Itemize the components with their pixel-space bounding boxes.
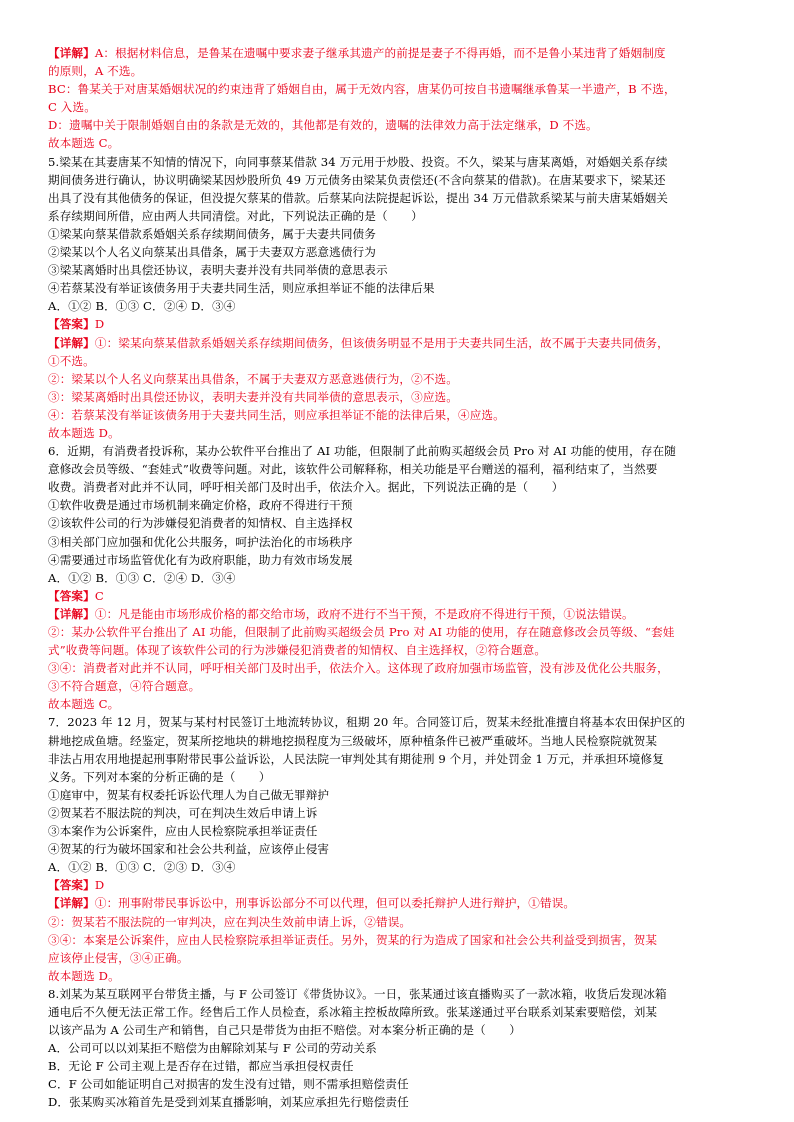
line-text: 的原则，A 不选。 xyxy=(48,64,143,79)
text-line xyxy=(48,931,748,949)
text-line xyxy=(48,605,748,623)
line-text: 式”收费等问题。体现了该软件公司的行为涉嫌侵犯消费者的知情权、自主选择权，②符合题意。 xyxy=(48,643,547,658)
text-line xyxy=(48,370,748,388)
text-line xyxy=(48,406,748,424)
text-line xyxy=(48,949,748,967)
document-page xyxy=(48,44,748,1112)
text-line xyxy=(48,207,748,225)
line-text: D xyxy=(94,878,105,893)
text-line xyxy=(48,587,748,605)
text-line xyxy=(48,388,748,406)
line-text: C．F 公司如能证明自己对损害的发生没有过错，则不需承担赔偿责任 xyxy=(48,1077,409,1092)
line-text: 出具了没有其他债务的保证，但没提欠蔡某的借款。后蔡某向法院提起诉讼，提出 34 万元借款系梁某与前夫唐某婚姻关 xyxy=(48,190,669,205)
line-text: C xyxy=(94,588,104,603)
line-text: 故本题选 C。 xyxy=(48,697,120,712)
line-text: ①梁某向蔡某借款系婚姻关系存续期间债务，属于夫妻共同债务 xyxy=(48,226,376,241)
line-text: A．公司可以以刘某拒不赔偿为由解除刘某与 F 公司的劳动关系 xyxy=(48,1041,377,1056)
line-text: 故本题选 C。 xyxy=(48,136,120,151)
text-line xyxy=(48,496,748,514)
line-text: 5.梁某在其妻唐某不知情的情况下，向同事蔡某借款 34 万元用于炒股、投资。不久，梁某与唐某离婚，对婚姻关系存续 xyxy=(48,154,668,169)
text-line xyxy=(48,261,748,279)
line-text: B．无论 F 公司主观上是否存在过错，都应当承担侵权责任 xyxy=(48,1059,354,1074)
text-line xyxy=(48,894,748,912)
text-line xyxy=(48,424,748,442)
text-line xyxy=(48,134,748,152)
section-tag: 【详解】 xyxy=(48,606,95,621)
line-text: ②：贺某若不服法院的一审判决，应在判决生效前申请上诉，②错误。 xyxy=(48,914,412,929)
line-text: ③梁某离婚时出具偿还协议，表明夫妻并没有共同举债的意思表示 xyxy=(48,263,388,278)
line-text: ①：凡是能由市场形成价格的都交给市场，政府不进行不当干预，不是政府不得进行干预，①说法错误。 xyxy=(94,606,634,621)
line-text: 耕地挖成鱼塘。经鉴定，贺某所挖地块的耕地挖损程度为三级破坏，原种植条件已被严重破坏。当地人民检察院就贺某 xyxy=(48,733,658,748)
text-line xyxy=(48,913,748,931)
section-tag: 【答案】 xyxy=(48,317,95,332)
text-line xyxy=(48,695,748,713)
line-text: D：遗嘱中关于限制婚姻自由的条款是无效的，其他都是有效的，遗嘱的法律效力高于法定继承，D 不选。 xyxy=(48,118,598,133)
text-line xyxy=(48,768,748,786)
section-tag: 【详解】 xyxy=(48,896,95,911)
text-line xyxy=(48,623,748,641)
text-line xyxy=(48,171,748,189)
line-text: 义务。下列对本案的分析正确的是（ ） xyxy=(48,769,271,784)
line-text: 收费。消费者对此并不认同，呼吁相关部门及时出手，依法介入。据此，下列说法正确的是（ ） xyxy=(48,480,564,495)
text-line xyxy=(48,44,748,62)
text-line xyxy=(48,1075,748,1093)
text-line xyxy=(48,80,748,98)
text-line xyxy=(48,243,748,261)
line-text: ③本案作为公诉案件，应由人民检察院承担举证责任 xyxy=(48,824,318,839)
text-line xyxy=(48,225,748,243)
line-text: A．①② B．①③ C．②④ D．③④ xyxy=(48,570,236,585)
line-text: 以该产品为 A 公司生产和销售，自己只是带货为由拒不赔偿。对本案分析正确的是（ ） xyxy=(48,1023,521,1038)
text-line xyxy=(48,297,748,315)
line-text: A：根据材料信息，是鲁某在遗嘱中要求妻子继承其遗产的前提是妻子不得再婚，而不是鲁小某违背了婚姻制度 xyxy=(94,46,666,60)
text-line xyxy=(48,442,748,460)
text-line xyxy=(48,750,748,768)
text-line xyxy=(48,189,748,207)
line-text: ②贺某若不服法院的判决，可在判决生效后申请上诉 xyxy=(48,805,318,820)
text-line xyxy=(48,876,748,894)
line-text: ②：梁某以个人名义向蔡某出具借条，不属于夫妻双方恶意逃债行为，②不选。 xyxy=(48,371,458,386)
line-text: ①：刑事附带民事诉讼中，刑事诉讼部分不可以代理，但可以委托辩护人进行辩护，①错误。 xyxy=(94,896,576,911)
section-tag: 【详解】 xyxy=(48,335,95,350)
text-line xyxy=(48,352,748,370)
text-line xyxy=(48,858,748,876)
line-text: ②梁某以个人名义向蔡某出具借条，属于夫妻双方恶意逃债行为 xyxy=(48,245,376,260)
text-line xyxy=(48,334,748,352)
text-line xyxy=(48,1093,748,1111)
line-text: C 入选。 xyxy=(48,100,96,115)
line-text: 系存续期间所借，应由两人共同清偿。对此，下列说法正确的是（ ） xyxy=(48,208,423,223)
text-line xyxy=(48,641,748,659)
line-text: A．①② B．①③ C．②③ D．③④ xyxy=(48,860,236,875)
line-text: 8.刘某为某互联网平台带货主播，与 F 公司签订《带货协议》。一日，张某通过该直播购买了一款冰箱，收货后发现冰箱 xyxy=(48,986,667,1001)
text-line xyxy=(48,533,748,551)
text-line xyxy=(48,713,748,731)
line-text: 非法占用农用地提起刑事附带民事公益诉讼，人民法院一审判处其有期徒刑 9 个月，并处罚金 1 万元，并承担环境修复 xyxy=(48,751,664,766)
text-line xyxy=(48,1039,748,1057)
line-text: ②：某办公软件平台推出了 AI 功能，但限制了此前购买超级会员 Pro 对 AI 功能的使用，存在随意修改会员等级、“套娃 xyxy=(48,625,675,639)
line-text: 意修改会员等级、“套娃式”收费等问题。对此，该软件公司解释称，相关功能是平台赠送的福利，福利结束了，当然要 xyxy=(48,462,658,477)
line-text: ③④：本案是公诉案件，应由人民检察院承担举证责任。另外，贺某的行为造成了国家和社会公共利益受到损害，贺某 xyxy=(48,932,658,947)
line-text: ①庭审中，贺某有权委托诉讼代理人为自己做无罪辩护 xyxy=(48,787,330,802)
text-line xyxy=(48,1057,748,1075)
line-text: A．①② B．①③ C．②④ D．③④ xyxy=(48,299,236,314)
line-text: ②该软件公司的行为涉嫌侵犯消费者的知情权、自主选择权 xyxy=(48,516,353,531)
line-text: ③相关部门应加强和优化公共服务，呵护法治化的市场秩序 xyxy=(48,534,353,549)
section-tag: 【答案】 xyxy=(48,588,95,603)
line-text: ①：梁某向蔡某借款系婚姻关系存续期间债务，但该债务明显不是用于夫妻共同生活，故不属于夫妻共同债务， xyxy=(94,335,669,350)
line-text: 应该停止侵害，③④正确。 xyxy=(48,950,189,965)
line-text: ③④：消费者对此并不认同，呼吁相关部门及时出手，依法介入。这体现了政府加强市场监管，没有涉及优化公共服务， xyxy=(48,661,669,676)
line-text: 故本题选 D。 xyxy=(48,425,120,440)
line-text: 6．近期，有消费者投诉称，某办公软件平台推出了 AI 功能，但限制了此前购买超级会员 Pro 对 AI 功能的使用，存在随 xyxy=(48,444,676,459)
line-text: 故本题选 D。 xyxy=(48,968,120,983)
line-text: ③：梁某离婚时出具偿还协议，表明夫妻并没有共同举债的意思表示，③应选。 xyxy=(48,389,458,404)
line-text: D．张某购买冰箱首先是受到刘某直播影响，刘某应承担先行赔偿责任 xyxy=(48,1095,409,1110)
text-line xyxy=(48,967,748,985)
text-line xyxy=(48,677,748,695)
section-tag: 【详解】 xyxy=(48,46,95,60)
text-line xyxy=(48,551,748,569)
text-line xyxy=(48,514,748,532)
line-text: BC：鲁某关于对唐某婚姻状况的约束违背了婚姻自由，属于无效内容，唐某仍可按自书遗嘱继承鲁某一半遗产，B 不选， xyxy=(48,82,676,97)
text-line xyxy=(48,1021,748,1039)
text-line xyxy=(48,315,748,333)
line-text: ④若蔡某没有举证该债务用于夫妻共同生活，则应承担举证不能的法律后果 xyxy=(48,281,435,296)
text-line xyxy=(48,62,748,80)
section-tag: 【答案】 xyxy=(48,878,95,893)
line-text: ①不选。 xyxy=(48,353,95,368)
text-line xyxy=(48,569,748,587)
line-text: 期间债务进行确认，协议明确梁某因炒股所负 49 万元债务由梁某负责偿还(不含向蔡某的借款)。在唐某要求下，梁某还 xyxy=(48,172,666,187)
line-text: ④：若蔡某没有举证该债务用于夫妻共同生活，则应承担举证不能的法律后果，④应选。 xyxy=(48,407,505,422)
text-line xyxy=(48,153,748,171)
line-text: ④贺某的行为破坏国家和社会公共利益，应该停止侵害 xyxy=(48,842,330,857)
text-line xyxy=(48,116,748,134)
text-line xyxy=(48,985,748,1003)
text-line xyxy=(48,478,748,496)
text-line xyxy=(48,1003,748,1021)
line-text: D xyxy=(94,317,105,332)
line-text: ①软件收费是通过市场机制来确定价格，政府不得进行干预 xyxy=(48,498,353,513)
text-line xyxy=(48,659,748,677)
text-line xyxy=(48,822,748,840)
text-line xyxy=(48,804,748,822)
line-text: ④需要通过市场监管优化有为政府职能，助力有效市场发展 xyxy=(48,552,353,567)
text-line xyxy=(48,732,748,750)
line-text: 7．2023 年 12 月，贺某与某村村民签订土地流转协议，租期 20 年。合同签订后，贺某未经批准擅自将基本农田保护区的 xyxy=(48,715,686,730)
text-line xyxy=(48,98,748,116)
text-line xyxy=(48,840,748,858)
text-line xyxy=(48,786,748,804)
text-line xyxy=(48,460,748,478)
line-text: ③不符合题意，④符合题意。 xyxy=(48,679,201,694)
text-line xyxy=(48,279,748,297)
line-text: 通电后不久便无法正常工作。经售后工作人员检查，系冰箱主控板故障所致。张某遂通过平台联系刘某索要赔偿，刘某 xyxy=(48,1004,658,1019)
